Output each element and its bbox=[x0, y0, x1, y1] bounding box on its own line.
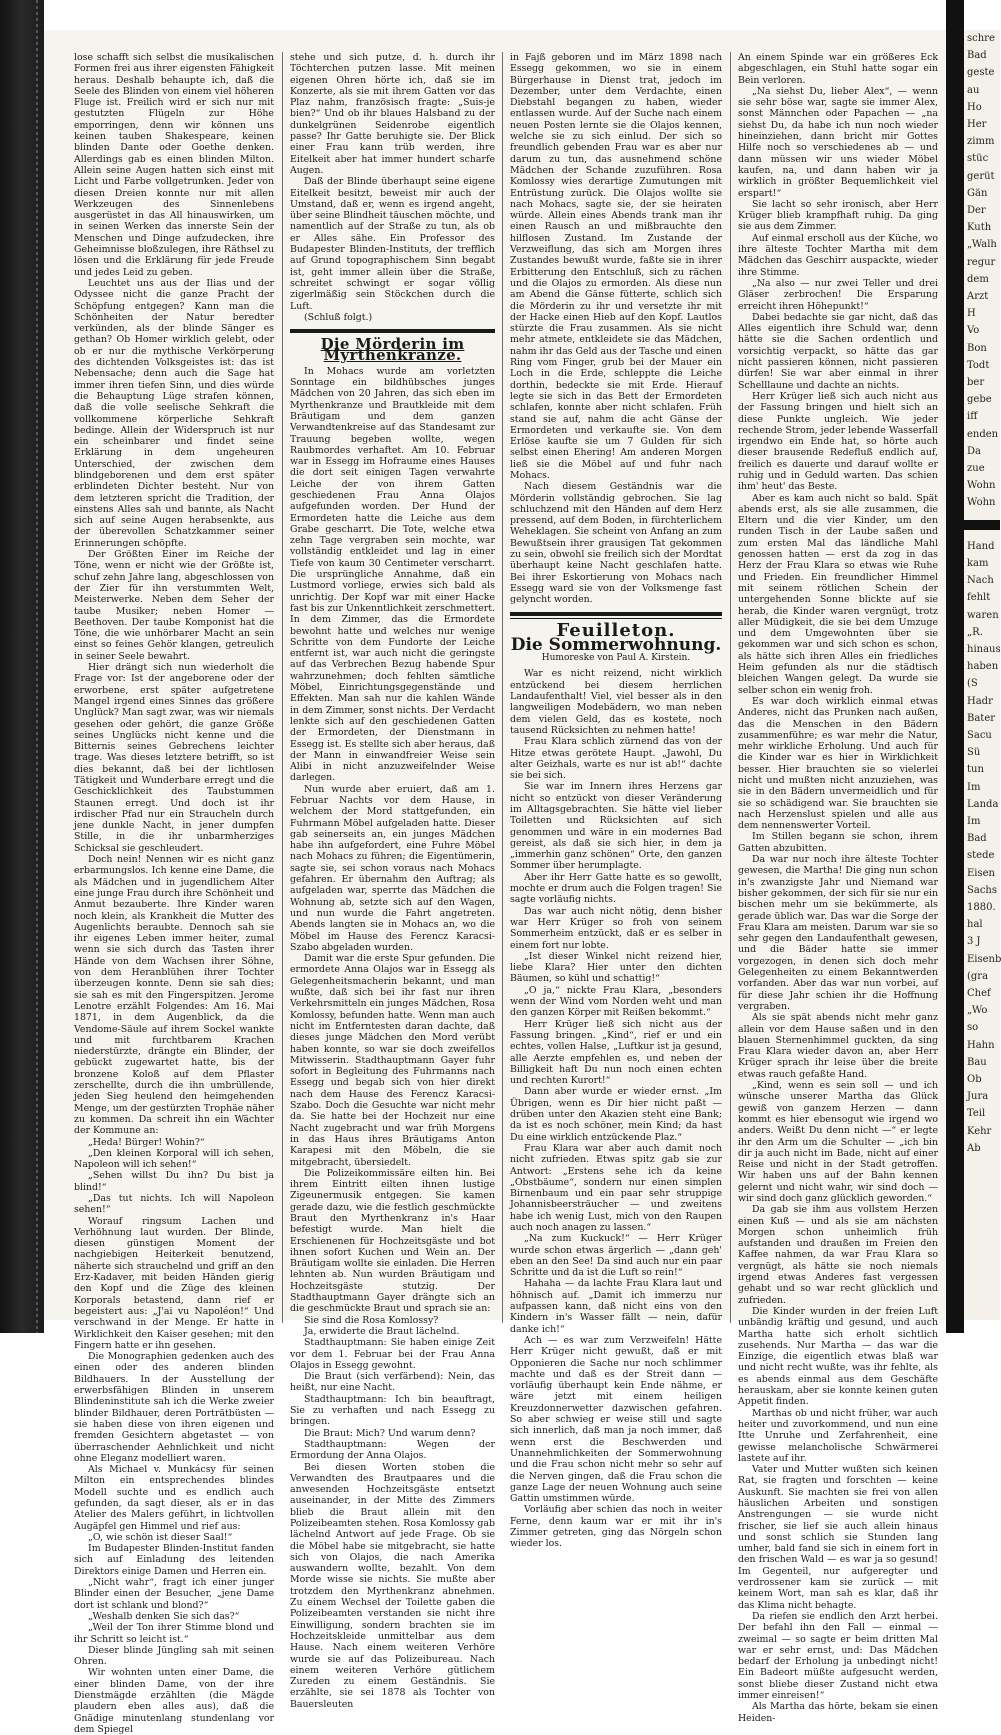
next-page-fragment: Bad bbox=[967, 833, 987, 845]
next-page-fragment: H bbox=[967, 308, 976, 320]
paragraph: Worauf ringsum Lachen und Verhöhnung laut wurden. Der Blinde, diesen günstigen Moment der nachgiebigen Heiterkeit benutzend, näherte sich strauchelnd und griff an den Erz-Kadaver, mit beiden Händen gierig den Kopf und die Züge des kleinen Korporals betastend, dann rief er begeistert aus: „J'ai vu Napoléon!“ Und verschwand in der Menge. Er hatte in Wirklichkeit den Kaiser gesehen; mit den Fingern hatte er ihn gesehen. bbox=[74, 1215, 274, 1351]
paragraph: Sie war im Innern ihres Herzens gar nicht so entzückt von dieser Veränderung im Alltagsgebrachten. Sie hätte viel lieber Toiletten und Rücksichten auf sich genommen und wäre in ein modernes Bad gereist, als daß sie sich hier, in dem ja „immerhin ganz schönen“ Orte, den ganzen Sommer über herumplagte. bbox=[510, 781, 722, 872]
next-page-fragment: Im bbox=[967, 815, 981, 827]
next-page-fragment: dem bbox=[967, 273, 989, 285]
next-page-fragment: hal bbox=[967, 919, 983, 931]
next-page-fragment: au bbox=[967, 84, 980, 96]
next-page-fragment: Teil bbox=[967, 1108, 986, 1120]
next-page-fragment: Her bbox=[967, 119, 987, 131]
column-rule bbox=[730, 52, 731, 1323]
next-page-edge bbox=[964, 30, 1000, 1320]
next-page-fragment: iff bbox=[967, 411, 978, 423]
next-page-fragment: Eisenb bbox=[967, 953, 1001, 965]
next-page-fragment: hinaus bbox=[967, 643, 1001, 655]
paragraph: (Schluß folgt.) bbox=[304, 311, 373, 323]
paragraph: Herr Krüger ließ sich nicht aus der Fassung bringen. „Kind“, rief er und ein echtes, vollen Halse, „Luftkur ist ja gesund, alle Aerzte empfehlen es, und neben der Billigkeit haft Du nun noch einen echten und rechten Kurort!“ bbox=[510, 1018, 722, 1087]
next-page-fragment: gebe bbox=[967, 394, 992, 406]
paragraph: lose schafft sich selbst die musikalischen Formen frei aus ihrer eigensten Fähigkeit heraus. Deshalb behaupte ich, daß die Seele des Blinden von einem viel höheren Fluge ist. Freilich wird er sich nur mit gestutzten Flügeln zur Höhe emporringen, denn wir können uns keinen tauben Shakespeare, keinen blinden Dante oder Goethe denken. Allerdings gab es einen blinden Milton. Allein seine Augen hatten sich einst mit Licht und Farbe vollgetrunken. Jeder von diesen Dreien konnte nur mit allen Werkzeugen des Sinnenlebens ausgerüstet in das All hinauswirken, um in seinen Werken das innerste Sein der Menschen und Dinge aufzudecken, ihre Geheimnisse bloßzulegen, ihre Räthsel zu lösen und die Erklärung für jede Freude und jedes Leid zu geben. bbox=[74, 52, 274, 278]
next-page-fragment: zue bbox=[967, 463, 985, 475]
next-page-fragment: stede bbox=[967, 850, 995, 862]
next-page-fragment: Bater bbox=[967, 712, 996, 724]
next-page-fragment: Bon bbox=[967, 342, 987, 354]
next-page-fragment: waren bbox=[967, 609, 999, 621]
paragraph: Als Martha das hörte, bekam sie einen Heiden- bbox=[738, 1701, 938, 1724]
next-page-fragment: (gra bbox=[967, 970, 989, 982]
next-page-fragment: Nach bbox=[967, 575, 994, 587]
article-headline: Die Mörderin im Myrthenkranze. bbox=[320, 335, 465, 365]
column-3 bbox=[510, 52, 722, 1550]
paragraph: In Mohacs wurde am vorletzten Sonntage ein bildhübsches junges Mädchen von 20 Jahren, das sich eben im Myrthenkranze und Brautkleide mit dem Bräutigam und dem ganzen Verwandtenkreise auf das Standesamt zur Trauung begeben wollte, wegen Raubmordes verhaftet. Am 10. Februar war in Essegg im Hofraume eines Hauses die dort seit einigen Tagen verwahrte Leiche der von ihrem Gatten geschiedenen Frau Anna Olajos aufgefunden worden. Der Hund der Ermordeten hatte die Leiche aus dem Grabe gescharrt. Die Tote, welche etwa zehn Tage vergraben sein mochte, war vollständig entkleidet und lag in einer Tiefe von kaum 30 Centimeter verscharrt. Die ursprüngliche Annahme, daß ein Lustmord vorliege, erwies sich bald als unrichtig. Der Kopf war mit einer Hacke fast bis zur Unkenntlichkeit zerschmettert. In dem Zimmer, das die Ermordete bewohnt hatte und welches nur wenige Schritte von dem Fundorte der Leiche entfernt ist, war auch nicht die geringste auf das Verbrechen Bezug habende Spur wahrzunehmen; doch fehlten sämtliche Möbel, Einrichtungsgegenstände und Effekten. Man sah nur die kahlen Wände in dem Zimmer, sonst nichts. Der Verdacht lenkte sich auf den geschiedenen Gatten der Ermordeten, der Dienstmann in Essegg ist. Es stellte sich aber heraus, daß der Mann in einwandfreier Weise sein Alibi in nicht anzuzweifelnder Weise darlegen. bbox=[290, 365, 495, 784]
paragraph: Ja, erwiderte die Braut lächelnd. bbox=[304, 1325, 460, 1337]
next-page-fragment: „Wo bbox=[967, 1005, 988, 1017]
paragraph: Da gab sie ihm aus vollstem Herzen einen Kuß — und als sie am nächsten Morgen schon unheimlich früh aufstanden und draußen im Freien den Kaffee nahmen, da war Frau Klara so vergnügt, als hätte sie noch niemals irgend etwas Anderes fast vergessen gehabt und so war recht glücklich und zufrieden. bbox=[738, 1204, 938, 1306]
paragraph: Vorläufig aber schien das noch in weiter Ferne, denn kaum war er mit ihr in's Zimmer getreten, ging das Nörgeln schon wieder los. bbox=[510, 1504, 722, 1550]
paragraph: Als sie spät abends nicht mehr ganz allein vor dem Hause saßen und in den blauen Sternenhimmel guckten, da sing Frau Klara wieder davon an, aber Herr Krüger sprach ihr leise über die breite etwas rauch gefaßte Hand. bbox=[738, 1012, 938, 1080]
next-page-fragment: gerüt bbox=[967, 170, 995, 182]
next-page-fragment: Chef bbox=[967, 987, 991, 999]
paragraph: Der Größten Einer im Reiche der Töne, wenn er nicht wie der Größte ist, schuf zehn Jahre lang, abgeschlossen von der Zier für ihn verstummten Welt, Meisterwerke. Neben dem Seher der taube Musiker; neben Homer — Beethoven. Der taube Komponist hat die Töne, die wie unhörbarer Macht an sein einst so feines Gehör klangen, getreulich in seiner Seele bewahrt. bbox=[74, 549, 274, 662]
next-page-fragment: haben bbox=[967, 661, 999, 673]
next-page-fragment: regur bbox=[967, 256, 996, 268]
next-page-fragment: zimm bbox=[967, 136, 995, 148]
next-page-fragment: Ob bbox=[967, 1073, 982, 1085]
paragraph: An einem Spinde war ein größeres Eck abgeschlagen, ein Stuhl hatte sogar ein Bein verloren. bbox=[738, 52, 938, 86]
paragraph: Da war nur noch ihre älteste Tochter gewesen, die Martha! Die ging nun schon in's zwanzigste Jahr und Niemand war bisher gekommen, der sich für sie nur ein bischen mehr um sie bekümmerte, als gerade üblich war. Das war die Sorge der Frau Klara am meisten. Darum war sie so sehr gegen den Landaufenthalt gewesen, und die Bäder hatte sie immer vorgezogen, in denen sich doch mehr Gelegenheiten zu einem Bekanntwerden vorfanden. Aber das war nun vorbei, auf für diese Jahr schien ihr die Hoffnung vergraben. bbox=[738, 854, 938, 1012]
next-page-fragment: Sü bbox=[967, 747, 981, 759]
paragraph: stehe und sich putze, d. h. durch ihr Töchterchen putzen lasse. Mit meinen eigenen Ohren hörte ich, daß sie im Konzerte, als sie mit ihrem Gatten vor das Plaz nahm, französisch fragte: „Suis-je bien?“ Und ob ihr blaues Halsband zu der dunkelgrünen Seidenrobe eigentlich passe? Ihr Gatte beruhigte sie. Der Blick einer Frau kann trüb werden, ihre Eitelkeit aber hat immer hundert scharfe Augen. bbox=[290, 52, 495, 176]
next-page-fragment: geste bbox=[967, 67, 995, 79]
paragraph: „Heda! Bürger! Wohin?“ bbox=[88, 1136, 205, 1148]
paragraph: Die Monographien gedenken auch des einen oder des anderen blinden Bildhauers. In der Ausstellung der erwerbsfähigen Blinden in unserem Blindeninstitute sah ich die Werke zweier blinder Bildhauer, deren Porträtbüsten — sie haben diese von ihren eigenen und fremden Gesichtern abgetastet — von überraschender Aehnlichkeit und nicht ohne Eleganz modelliert waren. bbox=[74, 1351, 274, 1464]
paragraph: Da riefen sie endlich den Arzt herbei. Der befahl ihn den Fall — einmal — zweimal — so sagte er beim dritten Mal war er sehr ernst, und: Das Mädchen bedarf der Erholung ja unbedingt nicht! Ein Badeort müßte aufgesucht werden, sonst bliebe dieser Zustand nicht etwa immer einreisen!“ bbox=[738, 1610, 938, 1702]
paragraph: Im Budapester Blinden-Institut fanden sich auf Einladung des leitenden Direktors einige Damen und Herren ein. bbox=[74, 1543, 274, 1577]
paragraph: Damit war die erste Spur gefunden. Die ermordete Anna Olajos war in Essegg als Gelegenheitsmacherin bekannt, und man wußte, daß sich bei ihr fast nur ihren Verkehrsmitteln ein junges Mädchen, Rosa Komlossy, befunden hatte. Wenn man auch nicht im Entferntesten daran dachte, daß dieses junge Mädchen den Mord verübt haben konnte, so war sie doch zweifellos Mitwisserin. Stadthauptmann Gayer fuhr sofort in Begleitung des Fuhrmanns nach Essegg und begab sich von hier direkt nach dem Hause des Ferencz Karacsi-Szabo. Doch die Gesuchte war nicht mehr da. Sie hatte bei der Hochzeit nur eine Nacht zugebracht und war früh Morgens in das Haus ihres Bräutigams Anton Karapesi mit den Möbeln, die sie mitgebracht, übersiedelt. bbox=[290, 953, 495, 1168]
next-page-fragment: Ab bbox=[967, 1142, 981, 1154]
paragraph: Ach — es war zum Verzweifeln! Hätte Herr Krüger nicht gewußt, daß er mit Opponieren die Sache nur noch schlimmer machte und daß es der Streit dann — vorläufig überhaupt kein Ende nähme, er wäre jetzt mit einem heiligen Kreuzdonnerwetter dazwischen gefahren. So aber schwieg er weise still und sagte sich innerlich, daß man ja noch immer, daß wenn erst die Beschwerden und Unannehmlichkeiten der Sommerwohnung und die Frau schon nicht mehr so sehr auf die Nerven gingen, daß die Frau schon die ganze Lage der neuen Wohnung auch seine Gattin umstimmen würde. bbox=[510, 1334, 722, 1505]
paragraph: „Na siehst Du, lieber Alex“, — wenn sie sehr böse war, sagte sie immer Alex, sonst Männchen oder Papachen — „na siehst Du, da habe ich nun noch wieder hineinziehen, dann bricht mir Gottes Hilfe noch so verschiedenes ab — und dann müssen wir uns wieder Möbel kaufen, na, und dann haben wir ja wirklich in größter Bequemlichkeit viel erspart!“ bbox=[738, 85, 938, 199]
next-page-fragment: tun bbox=[967, 764, 984, 776]
next-page-fragment: Da bbox=[967, 445, 981, 457]
paragraph: Im Stillen begann sie schon, ihrem Gatten abzubitten. bbox=[738, 831, 938, 854]
next-page-fragment: Bau bbox=[967, 1056, 987, 1068]
paragraph: Stadthauptmann: Wegen der Ermordung der Anna Olajos. bbox=[290, 1438, 495, 1462]
paragraph: Die Polizeikommissäre eilten hin. Bei ihrem Eintritt eilten ihnen lustige Zigeunermusik entgegen. Sie kamen gerade dazu, wie die festlich geschmückte Braut den Myrthenkranz in's Haar befestigt wurde. Man hielt die Erschienenen für Hochzeitsgäste und bot ihnen sofort Kuchen und Wein an. Der Bräutigam wollte sie einladen. Die Herren lehnten ab. Nun wurden Bräutigam und Hochzeitsgäste stutzig. Der Stadthauptmann Gayer drängte sich an die geschmückte Braut und sprach sie an: bbox=[290, 1167, 495, 1315]
paragraph: Frau Klara war aber auch damit noch nicht zufrieden. Etwas spitz gab sie zur Antwort: „Erstens sehe ich da keine „Obstbäume“, sondern nur einen simplen Birnenbaum und ein paar sehr struppige Johannisbeersträucher — und zweitens habe ich wenig Lust, mich von den Raupen auch noch anagen zu lassen.“ bbox=[510, 1142, 722, 1233]
next-page-fragment: Gän bbox=[967, 187, 988, 199]
paragraph: Leuchtet uns aus der Ilias und der Odyssee nicht die ganze Pracht der Schöpfung entgegen? Kann man die Schönheiten der Natur beredter verkünden, als der blinde Sänger es gethan? Ob Homer wirklich gelebt, oder ob er nur die mythische Verkörperung des dichtenden Volksgeistes ist: das ist Nebensache; denn auch die Sage hat immer ihren tiefen Sinn, und dies würde die Behauptung Lüge strafen können, daß die volle seelische Sehkraft die vollkommene körperliche Sehkraft bedinge. Allein der Widerspruch ist nur ein scheinbarer und findet seine Erklärung in dem ungeheuren Unterschied, der zwischen dem blindgeborenen und dem erst später erblindeten Dichter besteht. Nur von dem letzteren spricht die Tradition, der einstens Alles sah und bannte, als Nacht sich auf seine Augen herabsenkte, aus der überevollen Schatzkammer seiner Erinnerungen schöpfte. bbox=[74, 277, 274, 549]
paragraph: „Kind, wenn es sein soll — und ich wünsche unserer Martha das Glück gewiß von ganzem Herzen — dann kommt es hier ebensogut wie irgend wo anders. Weißt Du denn nicht —“ er legte ihr den Arm um die Schulter — „ich bin dir ja auch nicht im Bade, nicht auf einer Reise und nicht in der Stadt getroffen. Wir haben uns auf der Bahn kennen gelernt und nicht wahr, wir sind doch — wir sind doch ganz glücklich geworden.“ bbox=[738, 1080, 938, 1204]
paragraph: „Ist dieser Winkel nicht reizend hier, liebe Klara? Hier unter den dichten Bäumen, so kühl und schattig!“ bbox=[510, 950, 722, 985]
next-page-fragment: (S bbox=[967, 678, 978, 690]
next-page-fragment: Hahn bbox=[967, 1039, 995, 1051]
paragraph: Doch nein! Nennen wir es nicht ganz erbarmungslos. Ich kenne eine Dame, die als Mädchen und in jugendlichem Alter eine junge Frau durch ihre Schönheit und Anmut bezauberte. Ihre Kinder waren noch klein, als Krankheit die Mutter des Augenlichts beraubte. Dennoch sah sie ihr eigenes Leben immer heiter, zumal wenn sie sich durch das Tasten ihrer Hände von dem Wachsen ihrer Söhne, von dem Heranblühen ihrer Tochter überzeugen konnte. Denn sie sah dies; sie sah es mit den Fingerspitzen. Jerome Lenotre erzählt Folgendes: Am 16. Mai 1871, in dem Augenblick, da die Vendome-Säule auf ihrem Sockel wankte und mit furchtbarem Krachen niederstürzte, drängte ein Blinder, der gebückt zugewartet hatte, bis der bronzene Koloß auf dem Pflaster zerschellte, durch die ihn umbrüllende, jeden Sieg heulend den heimgehenden Menge, um der gestürzten Trophäe näher zu kommen. Da schreit ihn ein Wächter der Kommune an: bbox=[74, 854, 274, 1137]
next-page-fragment: Sachs bbox=[967, 884, 997, 896]
next-page-fragment: Hand bbox=[967, 540, 995, 552]
next-page-fragment: Im bbox=[967, 781, 981, 793]
paragraph: Als Michael v. Munkácsy für seinen Milton ein entsprechendes blindes Modell suchte und es endlich auch gefunden, da sagt dieser, als er in das Atelier des Malers geführt, in lichtvollen Augäpfel gen Himmel und rief aus: bbox=[74, 1464, 274, 1532]
next-page-fragment: Kuth bbox=[967, 222, 992, 234]
next-page-fragment: 1880. bbox=[967, 901, 996, 913]
column-rule bbox=[502, 52, 503, 1323]
paragraph: Marthas ob und nicht früher, war auch heiter und zuvorkommend, und nun eine Itte Unruhe und Zerfahrenheit, eine gewisse melancholische Schwärmerei lastete auf ihr. bbox=[738, 1407, 938, 1464]
paragraph: Hahaha — da lachte Frau Klara laut und höhnisch auf. „Damit ich immerzu nur aufpassen kann, daß nicht eins von den Kindern in's Wasser fällt — nein, dafür danke ich!“ bbox=[510, 1278, 722, 1335]
next-page-fragment: Todt bbox=[967, 359, 990, 371]
section-divider bbox=[290, 329, 495, 333]
next-page-fragment: „Walh bbox=[967, 239, 997, 251]
paragraph: Auf einmal erscholl aus der Küche, wo ihre älteste Tochter Martha mit dem Mädchen das Geschirr auspackte, wieder ihre Stimme. bbox=[738, 232, 938, 278]
paragraph: in Fajß geboren und im März 1898 nach Essegg gekommen, wo sie in einem Bürgerhause in Dienst trat, jedoch im Dezember, unter dem Verdachte, einen Diebstahl begangen zu haben, wieder entlassen wurde. Auf der Suche nach einem neuen Posten lernte sie die Olajos kennen, welche sie zu sich einlud. Der sich so freundlich gebenden Frau war es aber nur darum zu tun, das ausnehmend schöne Mädchen der Schande zuzuführen. Rosa Komlossy wies derartige Zumutungen mit Entrüstung zurück. Die Olajos wollte sie nach Mohacs, sagte sie, der sie heiraten würde. Allein eines Abends trank man ihr einen Rausch an und mißbrauchte den hilflosen Zustand. Im Zustande der Verzweiflung, das sich am Morgen ihres Zustandes bewußt wurde, faßte sie in ihrer Erbitterung den Entschluß, sich zu rächen und die Olajos zu ermorden. Als diese nun am Abend die Gänse fütterte, schlich sich die Mörderin zu ihr und versetzte ihr mit der Hacke einen Hieb auf den Kopf. Lautlos stürzte die Frau zusammen. Als sie nicht mehr atmete, entkleidete sie das Mädchen, nahm ihr das Geld aus der Tasche und einen Ring vom Finger, grub bei der Mauer ein Loch in die Erde, schleppte die Leiche dorthin, bedeckte sie mit Erde. Hierauf legte sie sich in das Bett der Ermordeten schlafen, konnte aber nicht schlafen. Früh stand sie auf, nahm die acht Gänse der Ermordeten und verkaufte sie. Von dem Erlöse kaufte sie um 7 Gulden für sich selbst einen Ehering! Am anderen Morgen ließ sie die Möbel auf und fuhr nach Mohacs. bbox=[510, 52, 722, 481]
paragraph: „Na zum Kuckuck!“ — Herr Krüger wurde schon etwas ärgerlich — „dann geh' eben an den See! Da sind auch nur ein paar Schritte und da ist die Luft so rein!“ bbox=[510, 1233, 722, 1279]
story-title: Die Sommerwohnung. bbox=[510, 634, 722, 655]
paragraph: Herr Krüger ließ sich auch nicht aus der Fassung bringen und hielt sich an diese Punkte ungleich. Wie jeder rechende Strom, jeder lebende Wasserfall irgendwo ein Ende hat, so hörte auch dieser brausende Redefluß endlich auf, freilich es dauerte und darauf wollte er ruhig und in Geduld warten. Das schien ihm' heut' das Beste. bbox=[738, 390, 938, 493]
paragraph: Frau Klara schlich zürnend das von der Hitze etwas gerötete Haupt. „Jawohl, Du alter Geizhals, warte es nur ist ab!“ dachte sie bei sich. bbox=[510, 736, 722, 782]
next-page-fragment: Jura bbox=[967, 1091, 989, 1103]
paragraph: Dieser blinde Jüngling sah mit seinen Ohren. bbox=[74, 1644, 274, 1668]
paragraph: Bei diesen Worten stoben die Verwandten des Brautpaares und die anwesenden Hochzeitsgäste entsetzt auseinander, in der Mitte des Zimmers blieb die Braut allein mit den Polizeibeamten stehen. Rosa Komlossy gab lächelnd Antwort auf jede Frage. Ob sie die Möbel habe sie mitgebracht, sie hatte sich von Olajos, die nach Amerika auswandern wollte, bezahlt. Von dem Morde wisse sie nichts. Sie mußte aber trotzdem den Myrthenkranz abnehmen. Zu einem Wechsel der Toilette gaben die Polizeibeamten verstanden sie nicht ihre Einwilligung, sondern brachten sie im Hochzeitskleide unmittelbar aus dem Hause. Nach einem weiteren Verhöre wurde sie auf das Polizeibureau. Nach einem weiteren Verhöre gütlichem Zureden zu einem Geständnis. Sie erzählte, sie sei 1878 als Tochter von Bauersleuten bbox=[290, 1461, 495, 1710]
scan-binding-edge bbox=[0, 0, 44, 1333]
next-page-fragment: Kehr bbox=[967, 1125, 992, 1137]
paragraph: Vater und Mutter wußten sich keinen Rat, sie fragten und forschten — keine Auskunft. Sie machten sie frei von allen häuslichen Arbeiten und sonstigen Anstrengungen — sie wurde nicht frischer, sie lief sie auch allein hinaus und sonst schlich sie Stunden lang umher, bald fand sie sich in einem fort in den frischen Wald — es war ja so gesund! Im Gegenteil, nur aufgeregter und verdrossener kam sie zurück — mit keinem Wort, man sah es klar, daß ihr das Klima nicht behagte. bbox=[738, 1464, 938, 1611]
paragraph: Sie sind die Rosa Komlossy? bbox=[304, 1314, 439, 1326]
next-page-rule bbox=[964, 520, 1000, 530]
next-page-fragment: Vo bbox=[967, 325, 980, 337]
next-page-fragment: Eisen bbox=[967, 867, 995, 879]
paragraph: Stadthauptmann: Sie haben einige Zeit vor dem 1. Februar bei der Frau Anna Olajos in Essegg gewohnt. bbox=[290, 1337, 495, 1371]
column-4 bbox=[738, 52, 938, 1724]
paragraph: Hier drängt sich nun wiederholt die Frage vor: Ist der angeborene oder der erworbene, erst später aufgetretene Mangel irgend eines Sinnes das größere Unglück? Man sagt zwar, was wir niemals gesehen oder gehört, die ganze Größe seines Unglücks nicht kenne und die Bitternis seines Gebrechens leichter trage. Was dieses letztere betrifft, so ist dies bekannt, daß bei der lichtlosen Tätigkeit und Wunderbare erregt und die Geschicklichkeit des Taubstummen Staunen erregt. Und doch ist ihr irdischer Pfad nur ein Straucheln durch jene dunkle Nacht, in jener dumpfen Stille, in die ihr unbarmherziges Schicksal sie geschleudert. bbox=[74, 662, 274, 854]
next-page-fragment: Bad bbox=[967, 50, 987, 62]
paragraph: „O, wie schön ist dieser Saal!“ bbox=[88, 1531, 233, 1543]
paragraph: Das war auch nicht nötig, denn bisher war Herr Krüger so froh von seinem Sommerheim entzückt, daß er es selber in einem fort nur lobte. bbox=[510, 905, 722, 951]
next-page-fragment: „R. bbox=[967, 626, 983, 638]
paragraph: Es war doch wirklich einmal etwas Anderes, nicht das Prunken nach außen, das die Menschen in den Bädern zusammenführe; es war mehr die Natur, mehr wirkliche Erholung. Und auch für die Kinder war es hier in Wirklichkeit besser. Hier brauchten sie so vielerlei nicht und mußten nicht anzuziehen, was sie in den Bädern unvermeidlich und für sie so schädigend war. Sie brauchten sie nach Herzenslust spielen und alle aus dem nennenswerter Vorteil. bbox=[738, 695, 938, 832]
paragraph: „Das tut nichts. Ich will Napoleon sehen!“ bbox=[74, 1192, 274, 1216]
next-page-fragment: fehlt bbox=[967, 592, 991, 604]
paragraph: Wir wohnten unten einer Dame, die einer blinden Dame, von der ihre Dienstmägde erzählten (die Mägde plaudern eben alles aus), daß die Gnädige minutenlang stundenlang vor dem Spiegel bbox=[74, 1667, 274, 1735]
feuilleton-divider bbox=[510, 612, 722, 616]
paragraph: „Den kleinen Korporal will ich sehen, Napoleon will ich sehen!“ bbox=[74, 1147, 274, 1171]
next-page-fragment: Sacu bbox=[967, 729, 992, 741]
paragraph: „Weshalb denken Sie sich das?“ bbox=[88, 1610, 240, 1622]
feuilleton-label: Feuilleton. bbox=[556, 619, 676, 641]
paragraph: Stadthauptmann: Ich bin beauftragt, Sie zu verhaften und nach Essegg zu bringen. bbox=[290, 1393, 495, 1428]
next-page-fragment: enden bbox=[967, 428, 999, 440]
paragraph: „Sehen willst Du ihn? Du bist ja blind!“ bbox=[74, 1170, 274, 1193]
next-page-fragment: 3 J bbox=[967, 936, 981, 948]
paragraph: Dann aber wurde er wieder ernst. „Im Übrigen, wenn es Dir hier nicht paßt — drüben unter den Akazien steht eine Bank; da ist es noch schöner, mein Kind; da hast Du eine wirklich entzückende Plaz.“ bbox=[510, 1086, 722, 1143]
column-1 bbox=[74, 52, 274, 1735]
next-page-fragment: Der bbox=[967, 205, 986, 217]
next-page-fragment: Wohn bbox=[967, 480, 996, 492]
paragraph: Aber ihr Herr Gatte hatte es so gewollt, mochte er drum auch die Folgen tragen! Sie sagte vorläufig nichts. bbox=[510, 871, 722, 906]
page-gutter bbox=[946, 0, 964, 1333]
column-rule bbox=[282, 52, 283, 1323]
paragraph: Die Braut (sich verfärbend): Nein, das heißt, nur eine Nacht. bbox=[290, 1371, 495, 1394]
next-page-fragment: Arzt bbox=[967, 291, 989, 303]
paragraph: Aber es kam auch nicht so bald. Spät abends erst, als sie alle zusammen, die Eltern und die vier Kinder, um den runden Tisch in der Laube saßen und zum ersten Mal das ländliche Mahl genossen hatten — erst da zog in das Herz der Frau Klara so etwas wie Ruhe und Frieden. Ein freundlicher Himmel mit seinem rötlichen Schein der untergehenden Sonne blickte auf sie herab, die Kinder waren vergnügt, trotz aller Müdigkeit, die sie bei dem Umzuge und dem Umgewohnten über sie gekommen war und sich schon es schon, als hätte sich ihren Alles ein friedliches Heim gefunden als nur die städtisch bleichen Wangen gelegt. Da wurde sie selber schon ein wenig froh. bbox=[738, 492, 938, 696]
next-page-fragment: kam bbox=[967, 557, 989, 569]
next-page-fragment: schre bbox=[967, 33, 995, 44]
next-page-fragment: so bbox=[967, 1022, 979, 1034]
paragraph: Nach diesem Geständnis war die Mörderin vollständig gebrochen. Sie lag schluchzend mit den Händen auf dem Herz pressend, auf dem Boden, in fürchterlichem Weheklagen. Sie scheint von Anfang an zum Bewußtsein ihrer grausigen Tat gekommen zu sein, obwohl sie freilich sich der Mordtat überhaupt keine Nacht geschlafen hatte. Bei ihrer Eskortierung von Mohacs nach Essegg ward sie von der Volksmenge fast gelyncht worden. bbox=[510, 481, 722, 606]
paragraph: Die Kinder wurden in der freien Luft unbändig kräftig und gesund, und auch Martha hatte sich erholt sichtlich zusehends. Nur Martha — das war die Einzige, die eigentlich etwas blaß war und nicht recht wußte, was ihr fehlte, als es abends einmal aus dem Geschäfte herauskam, aber sie konnte keinen guten Appetit finden. bbox=[738, 1305, 938, 1408]
next-page-fragment: ber bbox=[967, 377, 985, 389]
next-page-fragment: Landa bbox=[967, 798, 999, 810]
paragraph: War es nicht reizend, nicht wirklich entzückend bei diesem herrlichen Landaufenthalt! Viel, viel besser als in den langweiligen Modebädern, wo man neben dem vielen Geld, das es kostete, noch tausend Rücksichten zu nehmen hatte! bbox=[510, 668, 722, 736]
next-page-fragment: stüc bbox=[967, 153, 989, 165]
column-2 bbox=[290, 52, 495, 1710]
paragraph: Daß der Blinde überhaupt seine eigene Eitelkeit besitzt, beweist mir auch der Umstand, daß er, wenn es irgend angeht, über seine Blindheit täuschen möchte, und namentlich auf der Straße zu tun, als ob er Alles sähe. Ein Professor des Budapester Blinden-Instituts, der trefflich auf Grund topographischem Sinn begabt ist, geht immer allein über die Straße, schreitet schwingt er sogar völlig zigerlmäßig sein Stöckchen durch die Luft. bbox=[290, 176, 495, 312]
paragraph: Sie lacht so sehr ironisch, aber Herr Krüger blieb krampfhaft ruhig. Da ging sie aus dem Zimmer. bbox=[738, 198, 938, 233]
paragraph: „O ja,“ nickte Frau Klara, „besonders wenn der Wind vom Norden weht und man den ganzen Körper mit Reißen bekommt.“ bbox=[510, 984, 722, 1019]
next-page-fragment: Hadr bbox=[967, 695, 993, 707]
paragraph: Nun wurde aber eruiert, daß am 1. Februar Nachts vor dem Hause, in welchem der Mord stattgefunden, ein Fuhrmann Möbel aufgeladen hatte. Dieser gab seinerseits an, ein junges Mädchen habe ihn aufgefordert, eine Fuhre Möbel nach Mohacs zu führen; die Eigentümerin, sagte sie, sei schon voraus nach Mohacs gefahren. Er übernahm den Auftrag; als aufgeladen war, sperrte das Mädchen die Wohnung ab, setzte sich auf den Wagen, und nun wurde die Fahrt angetreten. Abends langten sie in Mohacs an, wo die Möbel im Hause des Ferencz Karacsi-Szabo abgeladen wurden. bbox=[290, 783, 495, 953]
story-byline: Humoreske von Paul A. Kirstein. bbox=[541, 653, 691, 664]
paragraph: Die Braut: Mich? Und warum denn? bbox=[304, 1427, 476, 1439]
next-page-fragment: Wohn bbox=[967, 497, 996, 509]
paragraph: „Nicht wahr“, fragt ich einer junger Blinder einen der Besucher, „jene Dame dort ist schlank und blond?“ bbox=[74, 1577, 274, 1611]
paragraph: „Weil der Ton ihrer Stimme blond und ihr Schritt so leicht ist.“ bbox=[74, 1622, 274, 1645]
feuilleton-divider-thin bbox=[510, 618, 722, 619]
paragraph: „Na also — nur zwei Teller und drei Gläser zerbrochen! Die Ersparung erreicht ihren Höhepunkt!“ bbox=[738, 277, 938, 312]
paragraph: Dabei bedachte sie gar nicht, daß das Alles eigentlich ihre Schuld war, denn hätte sie die Sachen ordentlich und vorsichtig verpackt, so hätte das gar nicht passieren können, nicht passieren dürfen! Sie war aber einmal in ihrer Schelllaune und dachte an nichts. bbox=[738, 311, 938, 391]
next-page-fragment: Ho bbox=[967, 101, 982, 113]
